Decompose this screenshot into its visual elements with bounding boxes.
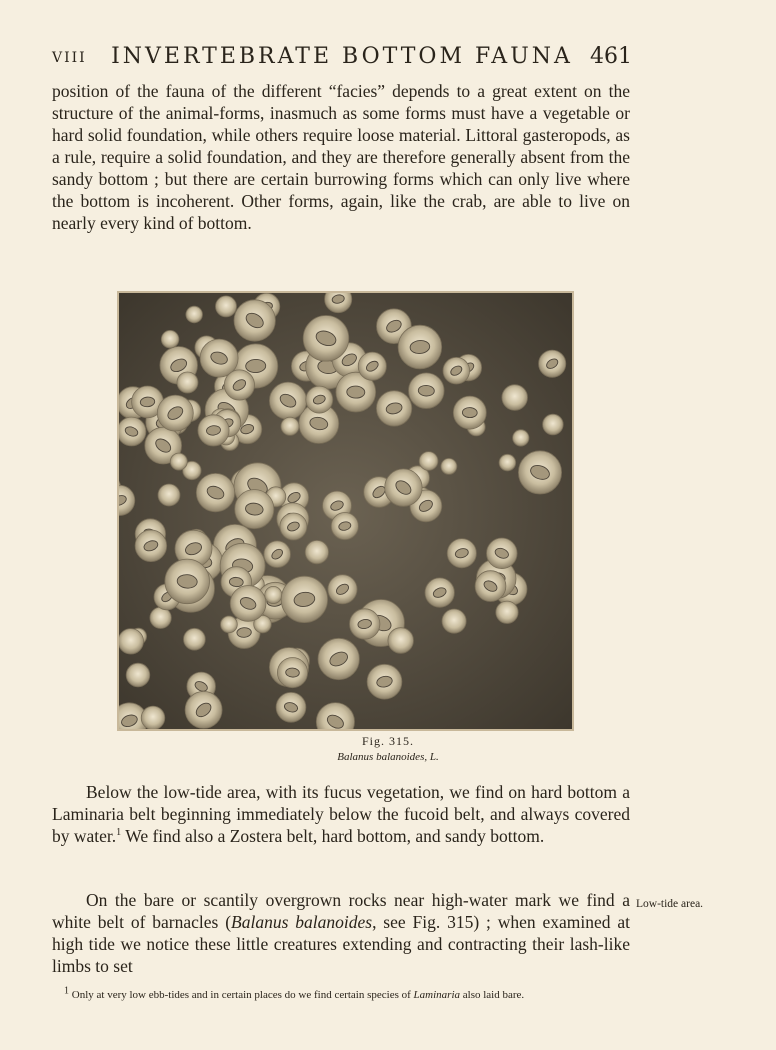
barnacle-aperture — [245, 359, 265, 373]
footnote-text-before: Only at very low ebb-tides and in certain places do we find certain species of — [69, 989, 414, 1001]
barnacle-shell — [496, 601, 518, 623]
paragraph-2-text-after: We find also a Zostera belt, hard bottom, and sandy bottom. — [121, 826, 545, 846]
barnacle-aperture — [462, 407, 477, 418]
barnacle-aperture — [347, 386, 365, 399]
barnacle-shell — [543, 414, 564, 435]
barnacle-shell — [141, 706, 165, 729]
barnacle-shell — [305, 540, 328, 563]
barnacles-photo — [119, 293, 572, 729]
chapter-number: VIII — [52, 50, 87, 66]
barnacle-shell — [502, 385, 528, 411]
barnacle-shell — [499, 454, 516, 471]
figure-caption: Balanus balanoides, L. — [337, 751, 439, 763]
paragraph-3-text-after: , see Fig. 315) ; when examined at high tide we notice these little creatures extending and contracting their lash-like limbs to set — [52, 912, 630, 976]
barnacle-shell — [119, 629, 144, 654]
paragraph-3-species: Balanus balanoides — [231, 912, 373, 932]
barnacle-shell — [513, 430, 529, 446]
barnacle-shell — [161, 330, 179, 348]
barnacle-shell — [186, 306, 203, 323]
footnote — [52, 985, 630, 1002]
barnacle-shell — [419, 452, 438, 471]
footnote-marker: 1 — [64, 985, 69, 997]
paragraph-2-text: Below the low-tide area, with its fucus vegetation, we find on hard bottom a Laminaria belt beginning immediately below the fucoid belt, and always covered by water. — [52, 782, 630, 846]
barnacle-shell — [442, 609, 466, 633]
paragraph-2 — [52, 781, 630, 847]
figure-label: Fig. 315. — [361, 734, 414, 748]
footnote-reference: 1 — [116, 827, 122, 839]
footnote-genus: Laminaria — [413, 989, 461, 1001]
running-header — [52, 44, 632, 72]
barnacle-shell — [388, 628, 414, 654]
barnacle-shell — [158, 484, 180, 506]
paragraph-1: position of the fauna of the different “facies” depends to a great extent on the structure of the animal-forms, inasmuch as some forms must have a vegetable or hard solid foundation, while others require loose material. Littoral gasteropods, as a rule, require a solid foundation, and they are therefore generally absent from the sandy bottom ; but there are certain burrowing forms which can only live where the bottom is incoherent. Other forms, again, like the crab, are able to live on nearly every kind of bottom. — [52, 81, 630, 233]
page-number: 461 — [590, 44, 632, 69]
barnacle-shell — [441, 458, 457, 474]
paragraph-3 — [52, 889, 630, 977]
margin-note: Low-tide area. — [636, 898, 704, 910]
footnote-text-after: also laid bare. — [460, 989, 525, 1001]
paragraph-3-text-before: On the bare or scantily overgrown rocks near high-water mark we find a white belt of barnacles ( — [52, 890, 630, 932]
figure-photograph — [117, 291, 574, 731]
barnacle-shell — [150, 607, 171, 628]
barnacle-shell — [281, 417, 299, 435]
barnacle-shell — [265, 586, 282, 603]
barnacle-shell — [170, 453, 187, 470]
barnacle-shell — [184, 628, 206, 650]
barnacle-aperture — [418, 385, 435, 396]
barnacle-shell — [177, 372, 198, 393]
barnacle-shell — [221, 616, 238, 633]
barnacle-shell — [216, 296, 237, 317]
running-title: INVERTEBRATE BOTTOM FAUNA — [111, 44, 573, 69]
barnacle-shell — [126, 663, 150, 687]
